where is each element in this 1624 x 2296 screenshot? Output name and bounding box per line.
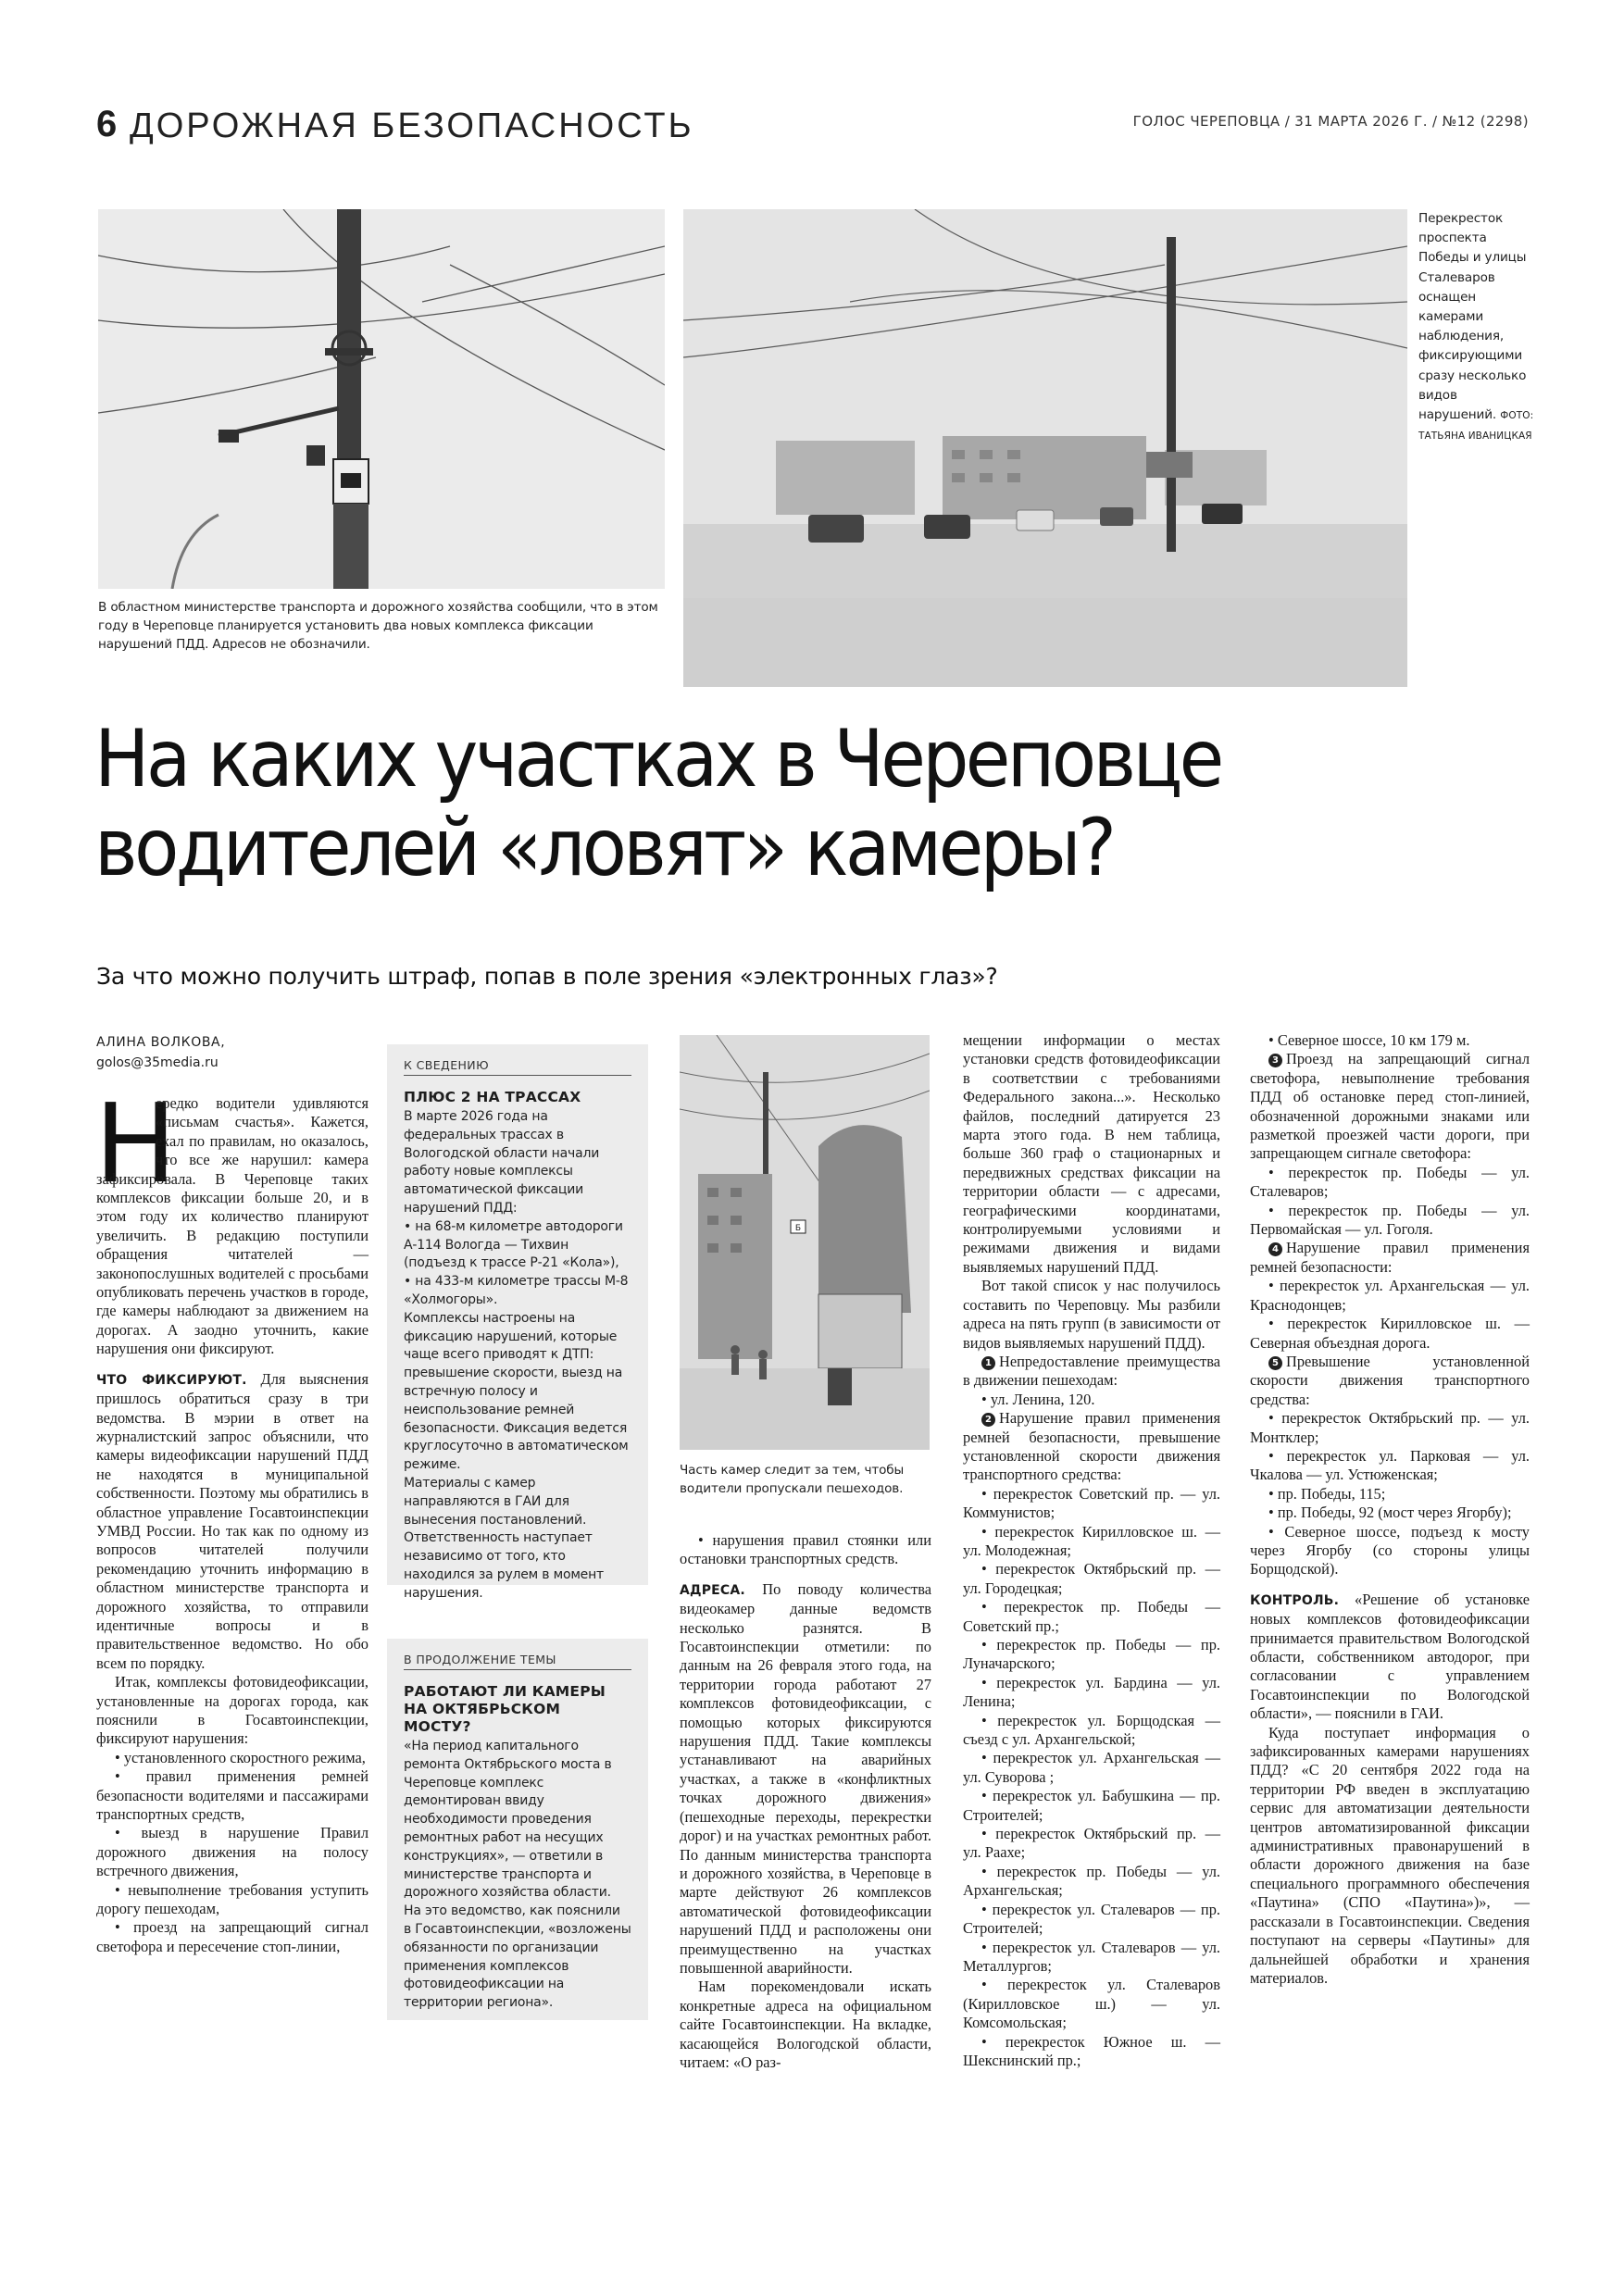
masthead: ГОЛОС ЧЕРЕПОВЦА / 31 МАРТА 2026 Г. / №12 (2298) <box>1132 113 1529 130</box>
group-heading-text: Нарушение правил применения ремней безопасности: <box>1250 1239 1530 1276</box>
number-1-icon: 1 <box>981 1356 995 1370</box>
article-intro-text: ередко водители удивляются «письмам счастья». Кажется, ехал по правилам, но оказалось, что все же нарушил: камера зафиксировала. В Череповце таких комплексов фиксации больше 20, и в этом году их количество планируют увеличить. В редакцию поступили обращения читателей — законопослушных водителей с просьбами опубликовать перечень участков в городе, где камеры наблюдают за движением на дорогах. А заодно уточнить, какие нарушения они фиксируют. <box>96 1094 369 1358</box>
article-para-text: По поводу количества видеокамер данные ведомств несколько разнятся. В Госавтоинспекции отметили: по данным на 26 февраля этого года, на территории города работают 27 комплексов фотовидеофиксации, с помощью которых фиксируются нарушения ПДД. Такие комплексы устанавливают на аварийных участках, а также в «конфликтных точках дорожного движения» (пешеходные переходы, перекрестки дорог) и на участках ремонтных работ. По данным министерства транспорта и дорожного хозяйства, в Череповце в марте действуют 26 комплексов автоматической фотовидеофиксации нарушений ПДД и расположены они преимущественно на участках повышенной аварийности. <box>680 1579 931 1977</box>
sidebar-tag: К СВЕДЕНИЮ <box>404 1058 631 1076</box>
article-para: Вот такой список у нас получилось составить по Череповцу. Мы разбили адреса на пять групп (в зависимости от видов выявляемых нарушений ПДД). <box>963 1277 1220 1352</box>
group-heading-text: Превышение установленной скорости движения транспортного средства: <box>1250 1352 1530 1408</box>
list-item: • перекресток Советский пр. — ул. Коммунистов; <box>963 1484 1220 1522</box>
list-item: • перекресток ул. Архангельская — ул. Суворова ; <box>963 1749 1220 1786</box>
sidebar-tag: В ПРОДОЛЖЕНИЕ ТЕМЫ <box>404 1653 631 1670</box>
list-item: • перекресток пр. Победы — ул. Первомайская — ул. Гоголя. <box>1250 1201 1530 1239</box>
group-heading-text: Проезд на запрещающий сигнал светофора, невыполнение требования ПДД об остановке перед стоп-линией, обозначенной дорожными знаками или разметкой проезжей части дороги, при запрещающем сигнале светофора: <box>1250 1050 1530 1163</box>
headline-line-2: водителей «ловят» камеры? <box>94 802 1114 894</box>
list-item: • перекресток пр. Победы — ул. Архангельская; <box>963 1862 1220 1900</box>
sidebar-list-item: • на 68-м километре автодороги А-114 Вологда — Тихвин (подъезд к трассе Р-21 «Кола»), <box>404 1218 623 1271</box>
photo-middle-caption: Часть камер следит за тем, чтобы водители пропускали пешеходов. <box>680 1463 905 1496</box>
list-item: • пр. Победы, 92 (мост через Ягорбу); <box>1268 1504 1512 1522</box>
article-column-4 <box>963 1031 1220 2070</box>
list-item: • перекресток ул. Сталеваров (Кирилловское ш.) — ул. Комсомольская; <box>963 1976 1220 2032</box>
article-column-1 <box>94 1079 369 1956</box>
photo-bus-stop <box>680 1035 930 1450</box>
group-heading <box>1250 1050 1530 1163</box>
list-item: • перекресток Кирилловское ш. — ул. Молодежная; <box>963 1522 1220 1559</box>
list-item: • перекресток ул. Архангельская — ул. Краснодонцев; <box>1250 1277 1530 1314</box>
drop-cap: Н <box>94 1079 177 1207</box>
list-item: • перекресток Октябрьский пр. — ул. Городецкая; <box>963 1560 1220 1597</box>
author-email: golos@35media.ru <box>96 1055 219 1070</box>
list-item: • перекресток ул. Сталеваров — ул. Металлургов; <box>963 1938 1220 1975</box>
photo-right-caption <box>1418 209 1537 446</box>
article-para <box>1250 1591 1530 1724</box>
photo-camera-pole <box>98 209 665 589</box>
section-lead-addresses: АДРЕСА. <box>680 1582 745 1598</box>
group-heading <box>1250 1239 1530 1277</box>
list-item: • перекресток ул. Сталеваров — пр. Строителей; <box>963 1900 1220 1938</box>
group-heading <box>1250 1353 1530 1409</box>
list-item: • ул. Ленина, 120. <box>981 1390 1095 1408</box>
photo-intersection <box>683 209 1407 687</box>
article-para: Итак, комплексы фотовидеофиксации, установленные на дорогах города, как пояснили в Госавтоинспекции, фиксируют нарушения: <box>96 1673 369 1748</box>
number-5-icon: 5 <box>1268 1356 1282 1370</box>
sidebar-list-item: • на 433-м километре трассы М-8 «Холмогоры». <box>404 1274 629 1307</box>
list-item: • перекресток Южное ш. — Шекснинский пр.; <box>963 2032 1220 2069</box>
group-heading-text: Нарушение правил применения ремней безопасности, превышение установленной скорости движения транспортного средства: <box>963 1409 1220 1484</box>
list-item: • перекресток пр. Победы — ул. Сталеваров; <box>1250 1163 1530 1201</box>
article-para: мещении информации о местах установки средств фотовидеофиксации в соответствии с требованиями Федерального закона...». Несколько файлов, последний датируется 23 марта этого года. В нем таблица, больше 360 граф о стационарных и передвижных средствах фиксации на территории области — с адресами, географическими координатами, контролируемыми условиями и режимами движения и видами выявляемых нарушений ПДД. <box>963 1031 1220 1276</box>
article-para: Куда поступает информация о зафиксированных камерами нарушениях ПДД? «С 20 сентября 2022 года на территории РФ введен в эксплуатацию сервис для автоматизации деятельности центров автоматизированной фиксации административных правонарушений в области дорожного движения на базе специального программного обеспечения «Паутина» (СПО «Паутина»)», — рассказали в Госавтоинспекции. Сведения поступают на серверы «Паутины» для дальнейшей обработки и хранения материалов. <box>1250 1723 1530 1987</box>
group-heading <box>963 1353 1220 1391</box>
sidebar-title: РАБОТАЮТ ЛИ КАМЕРЫ НА ОКТЯБРЬСКОМ МОСТУ? <box>404 1683 606 1735</box>
bus-stop-sign-icon: Б <box>794 1224 802 1233</box>
page-number: 6 <box>96 104 118 144</box>
drop-cap-spacer <box>96 1094 156 1168</box>
list-item: • установленного скоростного режима, <box>115 1748 366 1766</box>
list-item: • нарушения правил стоянки или остановки транспортных средств. <box>680 1531 931 1568</box>
list-item: • перекресток ул. Парковая — ул. Чкалова — ул. Устюженская; <box>1250 1446 1530 1484</box>
article-para: Нам порекомендовали искать конкретные адреса на официальном сайте Госавтоинспекции. На вкладке, касающейся Вологодской области, читаем: «О раз- <box>680 1978 931 2071</box>
author-name: АЛИНА ВОЛКОВА, <box>96 1035 226 1050</box>
list-item: • Северное шоссе, 10 км 179 м. <box>1268 1031 1470 1049</box>
list-item: • перекресток Октябрьский пр. — ул. Раахе; <box>963 1825 1220 1862</box>
article-para <box>680 1580 931 1978</box>
headline <box>94 715 1423 892</box>
sidebar-para: В марте 2026 года на федеральных трассах в Вологодской области начали работу новые комплексы автоматической фиксации нарушений ПДД: <box>404 1109 600 1216</box>
list-item: • выезд в нарушение Правил дорожного движения на полосу встречного движения, <box>96 1824 369 1880</box>
sidebar-para: Материалы с камер направляются в ГАИ для вынесения постановлений. Ответственность наступает независимо от того, кто находился за рулем в момент нарушения. <box>404 1475 605 1601</box>
number-2-icon: 2 <box>981 1413 995 1427</box>
group-heading-text: Непредоставление преимущества в движении пешеходам: <box>963 1352 1220 1390</box>
list-item: • правил применения ремней безопасности водителями и пассажирами транспортных средств, <box>96 1767 369 1824</box>
headline-line-1: На каких участках в Череповце <box>94 713 1221 805</box>
section-lead-what: ЧТО ФИКСИРУЮТ. <box>96 1372 247 1388</box>
list-item: • перекресток Кирилловское ш. — Северная объездная дорога. <box>1250 1315 1530 1352</box>
article-column-5 <box>1250 1031 1530 1988</box>
photo-left-caption: В областном министерстве транспорта и дорожного хозяйства сообщили, что в этом году в Череповце планируется установить два новых комплекса фиксации нарушений ПДД. Адресов не обозначили. <box>98 600 658 652</box>
sidebar-para: «На период капитального ремонта Октябрьского моста в Череповце комплекс демонтирован ввиду необходимости проведения ремонтных работ на несущих конструкциях», — ответили в министерстве транспорта и дорожного хозяйства области. На это ведомство, как пояснили в Госавтоинспекции, «возложены обязанности по организации применения комплексов фотовидеофиксации на территории региона». <box>404 1739 631 2011</box>
number-4-icon: 4 <box>1268 1242 1282 1256</box>
list-item: • Северное шоссе, подъезд к мосту через Ягорбу (со стороны улицы Борщодской). <box>1250 1522 1530 1578</box>
section-lead-control: КОНТРОЛЬ. <box>1250 1592 1340 1608</box>
sidebar-info-box <box>387 1044 648 1601</box>
article-column-3 <box>680 1531 931 2072</box>
sidebar-title: ПЛЮС 2 НА ТРАССАХ <box>404 1089 581 1105</box>
group-heading <box>963 1409 1220 1485</box>
subheadline: За что можно получить штраф, попав в поле зрения «электронных глаз»? <box>96 963 998 990</box>
list-item: • перекресток ул. Бардина — ул. Ленина; <box>963 1673 1220 1711</box>
photo-right-caption-text: Перекресток проспекта Победы и улицы Сталеваров оснащен камерами наблюдения, фиксирующими сразу несколько видов нарушений. <box>1418 211 1527 423</box>
sidebar-text <box>404 1108 631 1603</box>
sidebar-para: Комплексы настроены на фиксацию нарушений, которые чаще всего приводят к ДТП: превышение скорости, выезд на встречную полосу и неиспользование ремней безопасности. Фиксация ведется круглосуточно в автоматическом режиме. <box>404 1310 629 1473</box>
section-title: ДОРОЖНАЯ БЕЗОПАСНОСТЬ <box>130 106 694 145</box>
photo-credit: ФОТО: ТАТЬЯНА ИВАНИЦКАЯ <box>1418 410 1534 443</box>
list-item: • перекресток ул. Борщодская — съезд с ул. Архангельской; <box>963 1711 1220 1749</box>
article-intro <box>94 1079 369 1359</box>
number-3-icon: 3 <box>1268 1054 1282 1067</box>
list-item: • перекресток пр. Победы — Советский пр.; <box>963 1598 1220 1635</box>
article-para <box>96 1370 369 1674</box>
list-item: • перекресток Октябрьский пр. — ул. Монтклер; <box>1250 1409 1530 1446</box>
list-item: • невыполнение требования уступить дорогу пешеходам, <box>96 1880 369 1918</box>
list-item: • проезд на запрещающий сигнал светофора и пересечение стоп-линии, <box>96 1918 369 1955</box>
list-item: • пр. Победы, 115; <box>1268 1484 1386 1503</box>
sidebar-text <box>404 1738 631 2013</box>
list-item: • перекресток ул. Бабушкина — пр. Строителей; <box>963 1787 1220 1824</box>
article-para-text: «Решение об установке новых комплексов фотовидеофиксации принимается правительством Вологодской области, собственником автодорог, при согласовании с управлением Госавтоинспекции по Вологодской области», — пояснили в ГАИ. <box>1250 1590 1530 1723</box>
article-para-text: Для выяснения пришлось обратиться сразу в три ведомства. В мэрии в ответ на журналистский запрос объяснили, что камеры видеофиксации нарушений ПДД не находятся в муниципальной собственности. Поэтому мы обратились в областное управление Госавтоинспекции УМВД России. Но так как по одному из вопросов читателей получили рекомендацию уточнить информацию в областном министерстве транспорта и дорожного хозяйства, то отправили идентичные вопросы и в правительственное ведомство. Но обо всем по порядку. <box>96 1369 369 1672</box>
list-item: • перекресток пр. Победы — пр. Луначарского; <box>963 1636 1220 1673</box>
sidebar-continuation-box <box>387 1639 648 2020</box>
